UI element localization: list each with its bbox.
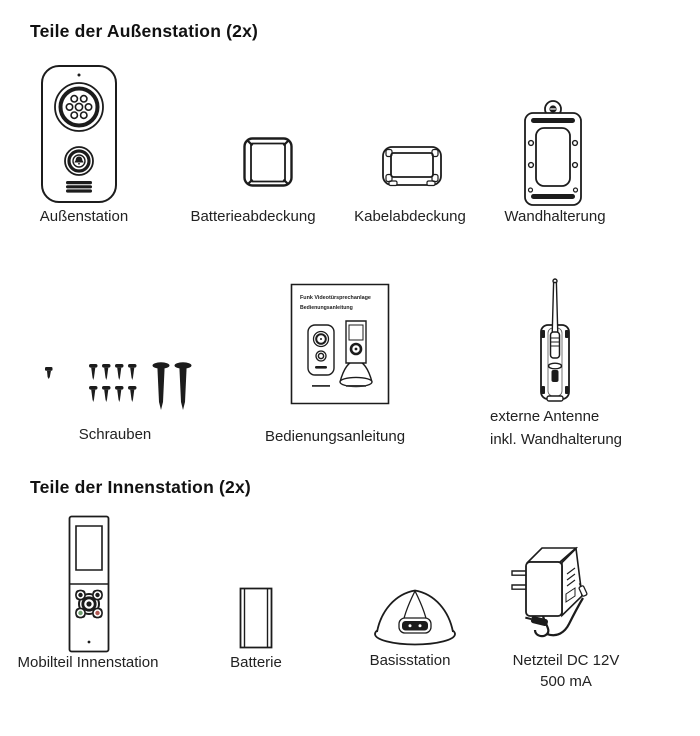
- netzteil-illustration: [505, 540, 605, 640]
- batterie-illustration: [238, 587, 274, 649]
- large-screws: [153, 362, 192, 410]
- aussenstation-illustration: [40, 64, 118, 204]
- charging-contact: [402, 621, 428, 631]
- hangup-key-icon: [95, 611, 99, 615]
- plug-prong: [512, 585, 527, 589]
- schrauben-illustration: [42, 360, 192, 416]
- batterie-label: Batterie: [230, 654, 282, 671]
- wandhalterung-illustration: [522, 100, 584, 208]
- antenne-illustration: [530, 278, 580, 413]
- small-screws: [89, 364, 137, 402]
- section-heading-indoor: Teile der Innenstation (2x): [30, 477, 251, 497]
- section-heading-outdoor: Teile der Außenstation (2x): [30, 21, 259, 41]
- wandhalterung-label: Wandhalterung: [504, 208, 606, 225]
- kabelabdeckung-illustration: [381, 144, 443, 188]
- aussenstation-label: Außenstation: [39, 208, 129, 225]
- handset-dpad: [76, 590, 103, 618]
- mobilteil-label: Mobilteil Innenstation: [17, 654, 159, 671]
- barrel-connector: [530, 616, 548, 627]
- basisstation-illustration: [371, 585, 459, 647]
- antenna-whip: [551, 279, 560, 358]
- bedienungsanleitung-illustration: [290, 283, 390, 405]
- booklet-subtitle: Bedienungsanleitung: [300, 305, 353, 311]
- netzteil-label: Netzteil DC 12V 500 mA: [512, 652, 620, 690]
- basisstation-label: Basisstation: [369, 652, 451, 669]
- talk-key-icon: [78, 611, 82, 615]
- speaker-grille: [66, 181, 92, 193]
- booklet-title: Funk Videotürsprechanlage: [300, 295, 371, 301]
- bell-button-icon: [65, 147, 93, 175]
- antenne-label: externe Antenne inkl. Wandhalterung: [490, 408, 623, 448]
- kabelabdeckung-label: Kabelabdeckung: [354, 208, 466, 225]
- bedienungsanleitung-label: Bedienungsanleitung: [264, 428, 406, 445]
- microphone-hole: [88, 641, 91, 644]
- batterieabdeckung-illustration: [242, 136, 294, 188]
- mobilteil-illustration: [68, 515, 110, 653]
- batterieabdeckung-label: Batterieabdeckung: [190, 208, 316, 225]
- plug-prong: [512, 571, 527, 575]
- schrauben-label: Schrauben: [78, 426, 152, 443]
